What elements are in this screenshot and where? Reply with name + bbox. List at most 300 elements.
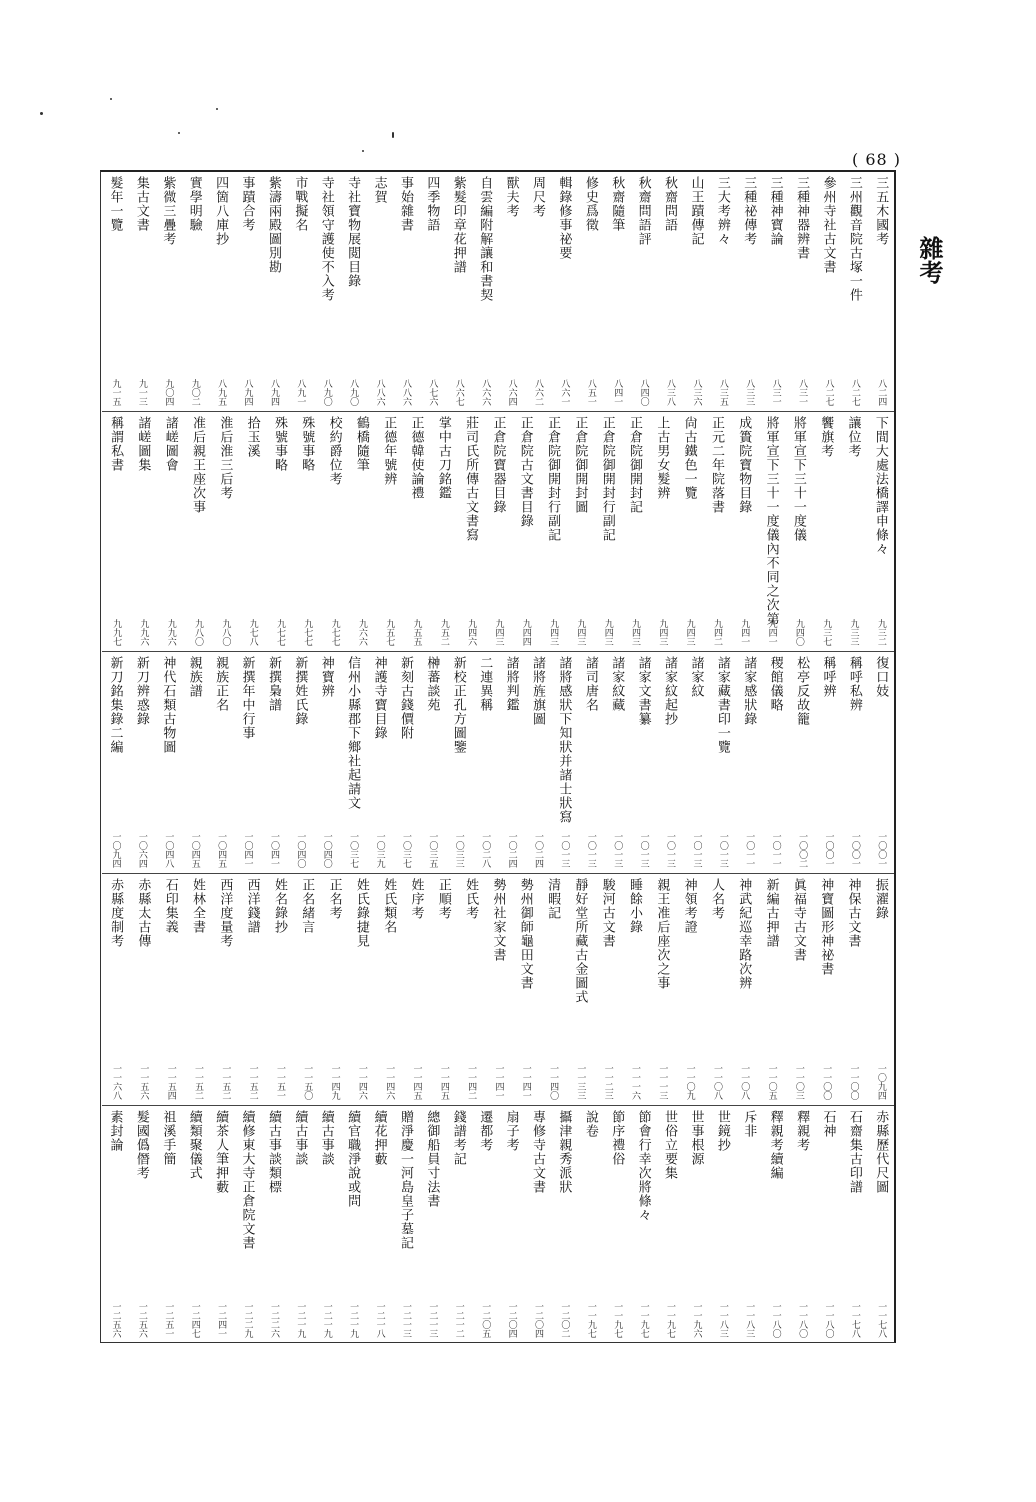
entry-page: 一〇二四 [506, 832, 517, 868]
entry-title: 扇子考 [503, 1110, 519, 1152]
entry-page: 八五一 [585, 379, 596, 406]
index-entry [339, 656, 365, 868]
entry-title: 節會行幸次將條々 [635, 1110, 651, 1222]
entry-page: 八六七 [453, 379, 464, 406]
entry-title: 節序禮俗 [609, 1110, 625, 1166]
entry-title: 神代石類古物圖 [160, 656, 176, 754]
index-entry [293, 416, 320, 646]
entry-title: 正倉院御開封行副記 [545, 416, 561, 542]
entry-page: 一〇四〇 [321, 832, 332, 868]
index-entry [445, 656, 471, 868]
index-entry [234, 1110, 260, 1338]
entry-page: 一一一六 [630, 1064, 641, 1100]
index-entry [730, 878, 757, 1100]
entry-title: 莊司氏所傳古文書寫 [463, 416, 479, 542]
entry-title: 神寶辨 [318, 656, 334, 698]
index-entry [524, 1110, 550, 1338]
index-entry [102, 1110, 128, 1338]
entry-page: 一〇九四 [110, 832, 121, 868]
index-entry [366, 656, 392, 868]
index-entry [604, 656, 630, 868]
index-entry [287, 1110, 313, 1338]
entry-title: 准后親王座次事 [190, 416, 206, 514]
index-entry [841, 1110, 867, 1338]
entry-title: 正倉院御開封行副記 [599, 416, 615, 542]
entry-page: 八九一 [295, 379, 306, 406]
entry-page: 一〇一一 [744, 832, 755, 868]
entry-title: 正倉院古文書目錄 [517, 416, 533, 528]
entry-page: 九四二 [711, 619, 722, 646]
entry-title: 紫微三疊考 [160, 176, 176, 246]
index-entry [181, 176, 207, 406]
entry-title: 正元二年院落書 [708, 416, 724, 514]
entry-title: 親族正名 [213, 656, 229, 712]
entry-page: 九三二 [875, 619, 886, 646]
index-entry [260, 1110, 286, 1338]
index-entry [630, 176, 656, 406]
entry-page: 一〇三九 [374, 832, 385, 868]
entry-page: 一二一八 [374, 1302, 385, 1338]
entry-title: 駿河古文書 [599, 878, 615, 948]
entry-title: 松亭反故籠 [794, 656, 810, 726]
entry-title: 復口妓 [873, 656, 889, 698]
entry-page: 九〇二 [189, 379, 200, 406]
entry-page: 一一四一 [520, 1064, 531, 1100]
entry-title: 諸司唐名 [582, 656, 598, 712]
entry-title: 諸家紋起抄 [662, 656, 678, 726]
entry-title: 睡餘小錄 [627, 878, 643, 934]
entry-page: 八六四 [506, 379, 517, 406]
entry-title: 髮國僞僭考 [133, 1110, 149, 1180]
entry-page: 一〇一三 [691, 832, 702, 868]
entry-page: 一二一九 [295, 1302, 306, 1338]
index-entry [812, 416, 839, 646]
entry-page: 九八〇 [193, 619, 204, 646]
entry-title: 振濯錄 [872, 878, 888, 920]
index-entry [102, 878, 129, 1100]
index-entry [339, 1110, 365, 1338]
entry-page: 八九四 [268, 379, 279, 406]
entry-title: 尙古鐵色一覽 [681, 416, 697, 500]
entry-page: 九九六 [165, 619, 176, 646]
index-entry [551, 656, 577, 868]
entry-title: 姓氏類名 [381, 878, 397, 934]
entry-page: 一二一九 [348, 1302, 359, 1338]
entry-title: 修史爲徵 [582, 176, 598, 232]
index-entry [512, 878, 539, 1100]
index-entry [155, 1110, 181, 1338]
index-entry [524, 656, 550, 868]
index-entry [472, 1110, 498, 1338]
index-entry [839, 416, 866, 646]
index-entry [676, 416, 703, 646]
entry-page: 九四三 [575, 619, 586, 646]
index-entry [375, 416, 402, 646]
entry-title: 新刀銘集錄二編 [107, 656, 123, 754]
index-entry [762, 1110, 788, 1338]
index-entry [867, 416, 894, 646]
entry-page: 一二二六 [268, 1302, 279, 1338]
index-entry [709, 1110, 735, 1338]
entry-title: 二連異稱 [477, 656, 493, 712]
entry-page: 九四一 [739, 619, 750, 646]
entry-page: 八九五 [216, 379, 227, 406]
index-entry [419, 656, 445, 868]
index-entry [419, 176, 445, 406]
entry-page: 八九〇 [348, 379, 359, 406]
entry-title: 稱謂私書 [108, 416, 124, 472]
entry-title: 遷都考 [477, 1110, 493, 1152]
entry-title: 新撰年中行事 [239, 656, 255, 740]
index-entry [402, 416, 429, 646]
entry-page: 一二〇五 [480, 1302, 491, 1338]
index-tier-5 [102, 1110, 894, 1338]
index-entry [207, 176, 233, 406]
entry-page: 一〇三五 [427, 832, 438, 868]
entry-page: 一一四〇 [548, 1064, 559, 1100]
entry-page: 一〇三七 [348, 832, 359, 868]
index-entry [348, 878, 375, 1100]
entry-page: 一一三三 [575, 1064, 586, 1100]
index-entry [498, 176, 524, 406]
entry-title: 秋齋問語 [662, 176, 678, 232]
index-entry [339, 176, 365, 406]
entry-title: 諸將感狀下知狀并諸士狀寫 [556, 656, 572, 824]
entry-title: 紫濤兩殿圖別勘 [265, 176, 281, 274]
entry-title: 殊號事略 [299, 416, 315, 472]
entry-title: 參州寺社古文書 [820, 176, 836, 274]
index-entry [472, 176, 498, 406]
entry-title: 西洋錢譜 [244, 878, 260, 934]
entry-page: 九四〇 [793, 619, 804, 646]
entry-page: 八三八 [665, 379, 676, 406]
entry-page: 一二五六 [136, 1302, 147, 1338]
entry-page: 一一八〇 [823, 1302, 834, 1338]
index-entry [868, 656, 894, 868]
entry-page: 九四一 [766, 619, 777, 646]
entry-page: 一一八三 [744, 1302, 755, 1338]
index-entry [656, 1110, 682, 1338]
index-entry [539, 416, 566, 646]
index-entry [157, 878, 184, 1100]
index-entry [566, 416, 593, 646]
index-entry [445, 176, 471, 406]
entry-title: 續類聚儀式 [186, 1110, 202, 1180]
entry-page: 一一五四 [165, 1064, 176, 1100]
entry-title: 校約爵位考 [326, 416, 342, 486]
entry-page: 一〇六四 [136, 832, 147, 868]
index-entry [566, 878, 593, 1100]
entry-page: 九四三 [630, 619, 641, 646]
index-entry [129, 878, 156, 1100]
entry-page: 八三一 [770, 379, 781, 406]
index-entry [266, 878, 293, 1100]
entry-page: 一一〇八 [739, 1064, 750, 1100]
index-entry [648, 878, 675, 1100]
index-entry [630, 1110, 656, 1338]
entry-title: 下間大處法橋譯申條々 [872, 416, 888, 556]
index-entry [392, 656, 418, 868]
entry-page: 一〇二四 [533, 832, 544, 868]
index-entry [841, 176, 867, 406]
entry-page: 一一五〇 [302, 1064, 313, 1100]
entry-title: 西洋度量考 [217, 878, 233, 948]
entry-title: 掌中古刀銘鑑 [435, 416, 451, 500]
index-entry [102, 416, 129, 646]
entry-page: 九一三 [136, 379, 147, 406]
entry-title: 新編古押譜 [763, 878, 779, 948]
entry-title: 讓位考 [845, 416, 861, 458]
index-entry [287, 656, 313, 868]
index-entry [207, 656, 233, 868]
entry-page: 一一六八 [111, 1064, 122, 1100]
entry-title: 姓名錄抄 [271, 878, 287, 934]
index-entry [539, 878, 566, 1100]
entry-page: 一二〇四 [506, 1302, 517, 1338]
entry-title: 總御船員寸法書 [424, 1110, 440, 1208]
entry-page: 一〇一三 [559, 832, 570, 868]
index-entry [594, 878, 621, 1100]
index-entry [313, 656, 339, 868]
index-entry [207, 1110, 233, 1338]
entry-title: 志賀 [371, 176, 387, 204]
entry-page: 九四三 [548, 619, 559, 646]
index-entry [512, 416, 539, 646]
entry-page: 一一八〇 [770, 1302, 781, 1338]
index-entry [320, 878, 347, 1100]
entry-page: 九四六 [466, 619, 477, 646]
entry-page: 一〇一三 [638, 832, 649, 868]
entry-page: 一〇一三 [665, 832, 676, 868]
entry-title: 姓氏錄捷見 [353, 878, 369, 948]
entry-title: 諸家感狀錄 [741, 656, 757, 726]
entry-title: 親王准后座次之事 [654, 878, 670, 990]
entry-page: 八二四 [876, 379, 887, 406]
index-entry [157, 416, 184, 646]
entry-title: 淮后淮三后考 [217, 416, 233, 500]
index-entry [868, 1110, 894, 1338]
entry-title: 說卷 [582, 1110, 598, 1138]
entry-page: 八八六 [400, 379, 411, 406]
entry-page: 一二二九 [242, 1302, 253, 1338]
index-entry [524, 176, 550, 406]
entry-page: 一一五六 [138, 1064, 149, 1100]
index-entry [812, 878, 839, 1100]
entry-page: 一一四六 [356, 1064, 367, 1100]
index-entry [445, 1110, 471, 1338]
entry-page: 八九〇 [321, 379, 332, 406]
entry-page: 九七七 [329, 619, 340, 646]
entry-page: 一〇一三 [717, 832, 728, 868]
entry-page: 一一〇〇 [848, 1064, 859, 1100]
index-entry [757, 416, 784, 646]
index-entry [703, 878, 730, 1100]
entry-page: 九四三 [493, 619, 504, 646]
entry-title: 新刀辨惑錄 [133, 656, 149, 726]
index-entry [621, 416, 648, 646]
entry-title: 神領考證 [681, 878, 697, 934]
index-entry [184, 416, 211, 646]
entry-title: 續古事談 [292, 1110, 308, 1166]
index-entry [839, 878, 866, 1100]
entry-page: 八二七 [823, 379, 834, 406]
index-entry [102, 176, 128, 406]
tier-divider [102, 411, 894, 412]
entry-page: 一二四七 [189, 1302, 200, 1338]
entry-title: 三五木國考 [873, 176, 889, 246]
index-entry [211, 416, 238, 646]
entry-page: 九一五 [110, 379, 121, 406]
entry-page: 八八六 [374, 379, 385, 406]
entry-title: 石神 [820, 1110, 836, 1138]
entry-page: 一二〇二 [559, 1302, 570, 1338]
index-entry [472, 656, 498, 868]
entry-title: 稱呼私辨 [846, 656, 862, 712]
index-entry [683, 176, 709, 406]
entry-page: 八四〇 [638, 379, 649, 406]
index-entry [484, 416, 511, 646]
index-entry [630, 656, 656, 868]
index-entry [287, 176, 313, 406]
index-entry [239, 878, 266, 1100]
scan-speck [392, 132, 394, 138]
index-entry [648, 416, 675, 646]
index-entry [392, 176, 418, 406]
entry-title: 續古事談類標 [265, 1110, 281, 1194]
entry-title: 新撰梟譜 [265, 656, 281, 712]
entry-page: 八三五 [717, 379, 728, 406]
entry-page: 一一八三 [717, 1302, 728, 1338]
index-entry [129, 416, 156, 646]
entry-page: 一一〇八 [711, 1064, 722, 1100]
index-entry [498, 1110, 524, 1338]
entry-page: 一一五二 [247, 1064, 258, 1100]
entry-page: 八七六 [427, 379, 438, 406]
index-entry [313, 1110, 339, 1338]
entry-title: 攝津親秀派狀 [556, 1110, 572, 1194]
entry-page: 一一五一 [274, 1064, 285, 1100]
entry-page: 九六六 [356, 619, 367, 646]
entry-page: 九四四 [520, 619, 531, 646]
entry-page: 一二五一 [163, 1302, 174, 1338]
index-tier-1 [102, 176, 894, 406]
entry-title: 新校正孔方圖鑒 [450, 656, 466, 754]
entry-page: 一一〇九 [684, 1064, 695, 1100]
entry-title: 輯錄修事祕要 [556, 176, 572, 260]
entry-page: 一〇四八 [163, 832, 174, 868]
entry-title: 諸嵯圖會 [162, 416, 178, 472]
entry-page: 八六一 [559, 379, 570, 406]
entry-title: 成簣院寶物目錄 [736, 416, 752, 514]
index-entry [594, 416, 621, 646]
index-entry [128, 176, 154, 406]
entry-title: 續花押藪 [371, 1110, 387, 1166]
index-entry [484, 878, 511, 1100]
entry-page: 一〇一三 [585, 832, 596, 868]
index-entry [181, 1110, 207, 1338]
index-entry [551, 176, 577, 406]
entry-title: 斥非 [741, 1110, 757, 1138]
entry-title: 釋親考 [794, 1110, 810, 1152]
entry-title: 正德年號辨 [381, 416, 397, 486]
entry-page: 一〇三七 [400, 832, 411, 868]
entry-page: 一一〇三 [793, 1064, 804, 1100]
index-entry [683, 656, 709, 868]
index-entry [375, 878, 402, 1100]
entry-title: 清暇記 [545, 878, 561, 920]
entry-page: 一〇四五 [189, 832, 200, 868]
index-entry [234, 656, 260, 868]
index-entry [293, 878, 320, 1100]
entry-title: 人名考 [708, 878, 724, 920]
entry-title: 正名考 [326, 878, 342, 920]
entry-title: 諸家藏書印一覽 [714, 656, 730, 754]
entry-page: 一一二三 [602, 1064, 613, 1100]
index-entry [604, 1110, 630, 1338]
entry-title: 赤縣度制考 [108, 878, 124, 948]
entry-page: 八六二 [533, 379, 544, 406]
entry-page: 一一五二 [193, 1064, 204, 1100]
index-entry [430, 416, 457, 646]
entry-title: 將軍宣下三十一度儀 [790, 416, 806, 542]
entry-title: 山王蹟傳記 [688, 176, 704, 246]
entry-title: 諸家紋 [688, 656, 704, 698]
entry-page: 一二一三 [400, 1302, 411, 1338]
index-entry [676, 878, 703, 1100]
entry-page: 八三一 [797, 379, 808, 406]
index-entry [266, 416, 293, 646]
entry-title: 素封論 [107, 1110, 123, 1152]
entry-page: 一一七八 [876, 1302, 887, 1338]
entry-title: 諸嵯圖集 [135, 416, 151, 472]
entry-title: 諸將判鑑 [503, 656, 519, 712]
index-entry [757, 878, 784, 1100]
entry-title: 獸夫考 [503, 176, 519, 218]
entry-title: 世俗立要集 [662, 1110, 678, 1180]
index-entry [709, 176, 735, 406]
index-entry [867, 878, 894, 1100]
entry-title: 釋親考續編 [767, 1110, 783, 1180]
entry-page: 一一一三 [657, 1064, 668, 1100]
entry-title: 三種祕傳考 [741, 176, 757, 246]
entry-title: 新撰姓氏錄 [292, 656, 308, 726]
entry-page: 九七八 [247, 619, 258, 646]
scan-speck [216, 108, 218, 110]
entry-title: 四箇八庫抄 [213, 176, 229, 246]
entry-title: 石齋集古印譜 [846, 1110, 862, 1194]
index-entry [128, 656, 154, 868]
entry-page: 一二一三 [427, 1302, 438, 1338]
scan-speck [40, 112, 43, 115]
entry-page: 一〇一三 [612, 832, 623, 868]
entry-title: 實學明驗 [186, 176, 202, 232]
entry-page: 一〇一一 [770, 832, 781, 868]
entry-title: 拾玉溪 [244, 416, 260, 458]
entry-page: 九四三 [602, 619, 613, 646]
index-entry [457, 416, 484, 646]
entry-title: 新刻古錢價附 [397, 656, 413, 740]
entry-page: 一二〇四 [533, 1302, 544, 1338]
index-entry [703, 416, 730, 646]
entry-page: 一二四一 [216, 1302, 227, 1338]
entry-page: 一〇四一 [242, 832, 253, 868]
entry-title: 眞福寺古文書 [790, 878, 806, 962]
entry-page: 一一〇〇 [821, 1064, 832, 1100]
entry-page: 一一四一 [493, 1064, 504, 1100]
index-entry [211, 878, 238, 1100]
index-entry [788, 1110, 814, 1338]
entry-page: 九九六 [138, 619, 149, 646]
